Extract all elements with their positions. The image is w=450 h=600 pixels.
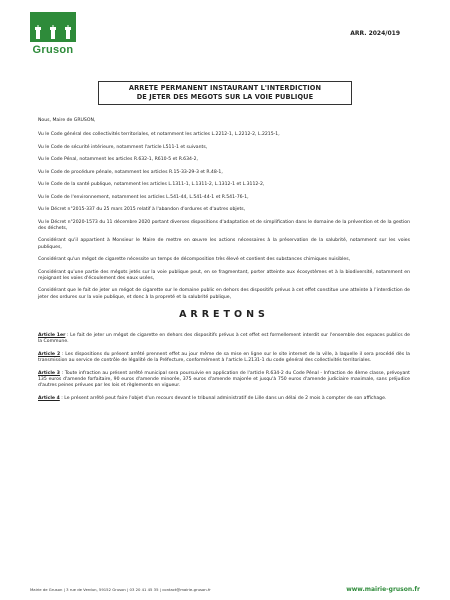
document-body	[38, 118, 410, 409]
title-line-1: ARRETE PERMANENT INSTAURANT L'INTERDICTION	[128, 84, 322, 92]
considerant-clause: Considérant qu'une partie des mégots jetés sur la voie publique peut, en se fragmentant, porter atteinte aux écosystèmes et à la biodiversité, notamment en rejoignant les voies d'écoulement des eaux usées,	[38, 269, 410, 281]
vu-clause: Vu le Décret n°2020-1573 du 11 décembre 2020 portant diverses dispositions d'adaptation et de simplification dans le domaine de la prévention et de la gestion des déchets,	[38, 219, 410, 231]
page-footer	[30, 586, 420, 593]
considerant-clause: Considérant qu'il appartient à Monsieur le Maire de mettre en œuvre les actions nécessaires à la préservation de la salubrité, notamment sur les voies publiques,	[38, 238, 410, 250]
town-logo	[30, 12, 76, 56]
title-line-2: DE JETER DES MEGOTS SUR LA VOIE PUBLIQUE	[136, 93, 314, 101]
decree-reference: ARR. 2024/019	[350, 30, 400, 37]
article	[38, 352, 410, 364]
article-label: Article 4	[38, 395, 60, 401]
arretons-heading: ARRETONS	[179, 308, 269, 320]
intro-line: Nous, Maire de GRUSON,	[38, 118, 96, 123]
article-text: : Le fait de jeter un mégot de cigarette en dehors des dispositifs prévus à cet effet est formellement interdit sur l'ensemble des espaces publics de la Commune.	[38, 332, 410, 344]
three-towers-emblem-icon	[30, 12, 76, 42]
vu-clause: Vu le Code de sécurité intérieure, notamment l'article L511-1 et suivants,	[38, 144, 208, 150]
article-text: : Le présent arrêté peut faire l'objet d'un recours devant le tribunal administratif de Lille dans un délai de 2 mois à compter de son affichage.	[59, 395, 387, 401]
article	[38, 396, 410, 402]
vu-clause: Vu le Code de la santé publique, notamment les articles L.1311-1, L.1311-2, L.1312-1 et L.3112-2,	[38, 182, 265, 188]
article	[38, 371, 410, 390]
article-label: Article 1er	[38, 332, 66, 338]
vu-clause: Vu le Code de l'environnement, notamment les articles L.541-44, L.541-44-1 et R.541-76-1,	[38, 194, 249, 200]
article-text: : Toute infraction au présent arrêté municipal sera poursuivie en application de l'article R.634-2 du Code Pénal - Infraction de 4ème classe, prévoyant 135 euros d'amende forfaitaire, 90 euros d'amende minorée, 375 euros d'amende majorée et jusqu'à 750 euros d'amende judiciaire maximale, sans préjudice d'autres peines prévues par les lois et règlements en vigueur.	[38, 370, 410, 389]
article-label: Article 2	[38, 351, 61, 357]
article	[38, 333, 410, 345]
considerant-clause: Considérant qu'un mégot de cigarette nécessite un temps de décomposition très élevé et contient des substances chimiques nuisibles,	[38, 257, 351, 263]
vu-clause: Vu le Décret n°2015-337 du 25 mars 2015 relatif à l'abandon d'ordures et d'autres objets,	[38, 207, 246, 213]
town-name: Gruson	[32, 44, 74, 56]
article-label: Article 3	[38, 370, 60, 376]
vu-clause: Vu le Code de procédure pénale, notamment les articles R.15-33-29-3 et R.48-1,	[38, 169, 223, 175]
article-text: : Les dispositions du présent arrêté prennent effet au jour même de sa mise en ligne sur le site internet de la ville, à laquelle il sera procédé dès la transmission au service de contrôle de légalité de la Préfecture, conformément à l'article L.2131-1 du code général des collectivités territoriales.	[38, 351, 410, 363]
footer-website-link[interactable]: www.mairie-gruson.fr	[346, 586, 420, 593]
vu-clause: Vu le Code général des collectivités territoriales, et notamment les articles L.2212-1, L.2212-2, L.2215-1,	[38, 132, 280, 138]
vu-clause: Vu le Code Pénal, notamment les articles R.632-1, R610-5 et R.634-2,	[38, 157, 198, 163]
considerant-clause: Considérant que le fait de jeter un mégot de cigarette sur le domaine public en dehors des dispositifs prévus à cet effet constitue une atteinte à l'interdiction de jeter des ordures sur la voie publique, et donc à la propreté et la salubrité publique,	[38, 288, 410, 300]
document-title	[98, 81, 352, 105]
footer-address: Mairie de Gruson | 3 rue de Verdun, 59152 Gruson | 03 20 41 45 35 | contact@mairie-gruson.fr	[30, 587, 211, 592]
